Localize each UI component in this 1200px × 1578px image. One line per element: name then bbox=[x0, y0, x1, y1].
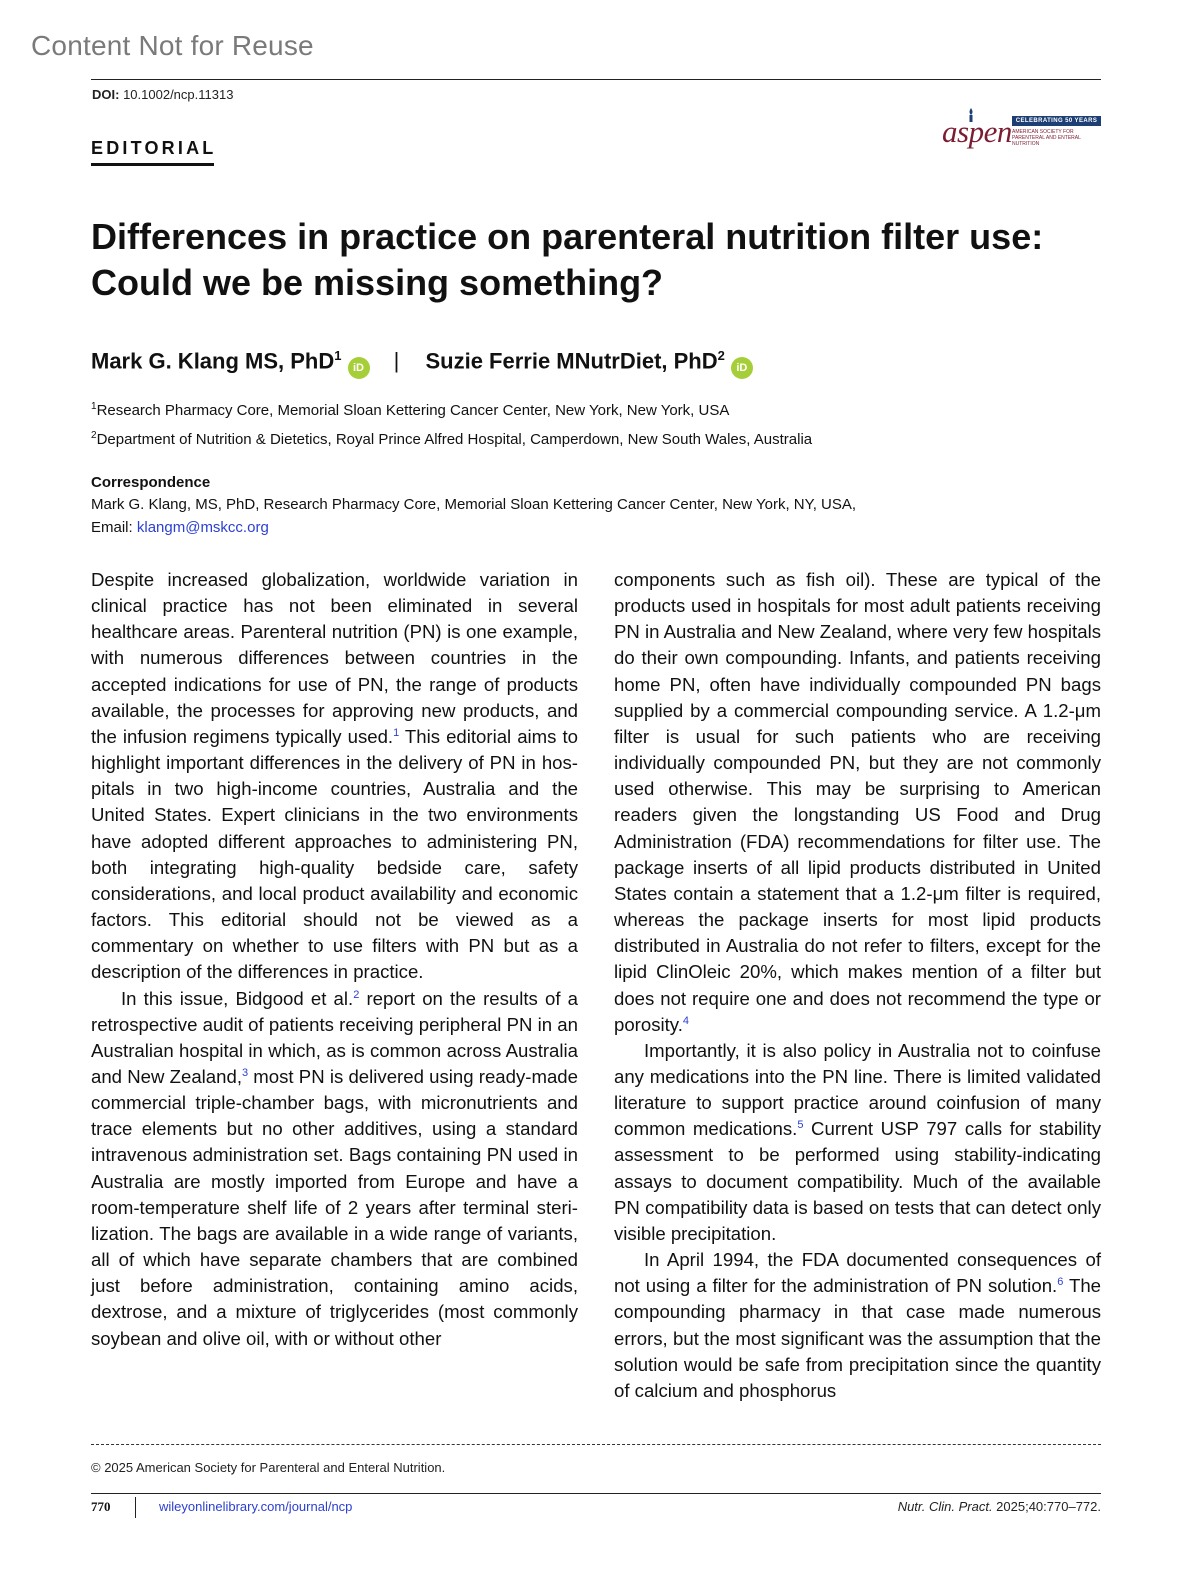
correspondence-email-line bbox=[91, 519, 269, 536]
section-underline bbox=[91, 163, 214, 166]
journal-url-link[interactable]: wileyonlinelibrary.com/journal/ncp bbox=[159, 1499, 353, 1514]
email-link[interactable]: klangm@mskcc.org bbox=[136, 519, 269, 536]
author-affiliation-ref: 1 bbox=[334, 348, 342, 363]
affiliation bbox=[91, 430, 812, 448]
body-paragraph: In April 1994, the FDA documented consequences of not using a filter for the administration of PN solution.$^6$ The compounding pharmacy in that case made numerous errors, but the most significant was the assumption that the solution would be safe from precipitation since the quantity of calcium and phosphorus bbox=[614, 1249, 1101, 1401]
watermark-text: Content Not for Reuse bbox=[31, 30, 314, 61]
orcid-icon[interactable]: iD bbox=[731, 357, 753, 379]
reference-link[interactable]: 3 bbox=[241, 1066, 249, 1079]
reference-link[interactable]: 6 bbox=[1057, 1276, 1064, 1289]
page-number: 770 bbox=[91, 1499, 111, 1514]
author-name: Mark G. Klang MS, PhD bbox=[91, 348, 335, 374]
author-name: Suzie Ferrie MNutrDiet, PhD bbox=[425, 348, 718, 374]
aspen-logo bbox=[940, 108, 1102, 154]
citation-journal: Nutr. Clin. Pract. bbox=[897, 1499, 993, 1514]
reference-link[interactable]: 4 bbox=[682, 1014, 690, 1027]
doi-label: DOI: bbox=[92, 87, 120, 102]
affiliation-text: Department of Nutrition & Dietetics, Royal Prince Alfred Hospital, Camperdown, New South Wales, Australia bbox=[96, 431, 813, 448]
body-paragraph: Despite increased globalization, worldwide variation in clinical practice has not been eliminated in several healthcare areas. Parenteral nutrition (PN) is one example, with numerous differences between countries in the accepted indications for use of PN, the range of products available, the processes for approving new products, and the infusion regimens typically used.$^1$ This editorial aims to highlight important differences in the delivery of PN in hospitals in two high-income countries, Australia and the United States. Expert clinicians in the two environments have adopted different approaches to administering PN, both integrating high-quality bedside care, safety considerations, and local product availability and economic factors. This editorial should not be viewed as a commentary on whether to use filters with PN but as a description of the differences in practice. bbox=[91, 569, 578, 983]
reference-link[interactable]: 5 bbox=[797, 1119, 804, 1132]
body-column-left bbox=[91, 567, 578, 1352]
footer-rule bbox=[91, 1493, 1101, 1494]
logo-wordmark: aspen bbox=[942, 114, 1012, 149]
citation-details: 2025;40:770–772. bbox=[992, 1499, 1101, 1514]
body-paragraph: In this issue, Bidgood et al.$^2$ report on the results of a retrospective audit of patients receiving peripheral PN in an Australian hospital in which, as is common across Australia and New Zealand,$^3$ most PN is delivered using ready-made commercial triple-chamber bags, with micronutrients and trace elements but no other additives, using a standard intravenous administration set. Bags containing PN used in Australia are mostly imported from Europe and have a room-temperature shelf life of 2 years after terminal sterilization. The bags are available in a wide range of variants, all of which have separate chambers that are combined just before administration, containing amino acids, dextrose, and a mixture of triglycerides (most commonly soybean and olive oil, with or without other bbox=[91, 987, 578, 1349]
doi-line bbox=[92, 87, 233, 102]
logo-subtitle: AMERICAN SOCIETY FOR PARENTERAL AND ENTERAL NUTRITION bbox=[1012, 129, 1081, 147]
affiliation bbox=[91, 401, 729, 419]
correspondence-text: Mark G. Klang, MS, PhD, Research Pharmacy Core, Memorial Sloan Kettering Cancer Center, New York, NY, USA, bbox=[91, 496, 857, 513]
reference-link[interactable]: 1 bbox=[393, 726, 400, 739]
affiliation-number: 2 bbox=[91, 430, 97, 441]
reference-link[interactable]: 2 bbox=[353, 988, 360, 1001]
author-line bbox=[91, 348, 753, 379]
copyright-notice: © 2025 American Society for Parenteral and Enteral Nutrition. bbox=[91, 1460, 446, 1475]
email-label: Email: bbox=[91, 519, 133, 536]
citation bbox=[898, 1499, 1101, 1514]
logo-banner: CELEBRATING 50 YEARS bbox=[1012, 116, 1101, 126]
affiliation-number: 1 bbox=[91, 401, 97, 412]
orcid-icon[interactable]: iD bbox=[348, 357, 370, 379]
header-rule bbox=[91, 79, 1101, 80]
author-affiliation-ref: 2 bbox=[717, 348, 725, 363]
doi-value: 10.1002/ncp.11313 bbox=[123, 87, 234, 102]
body-column-right bbox=[614, 567, 1101, 1404]
footnote-divider bbox=[91, 1444, 1101, 1445]
article-title: Differences in practice on parenteral nutrition filter use: Could we be missing something? bbox=[91, 216, 1044, 303]
author-separator: | bbox=[393, 348, 400, 374]
section-label: EDITORIAL bbox=[91, 138, 217, 158]
affiliation-text: Research Pharmacy Core, Memorial Sloan Kettering Cancer Center, New York, New York, USA bbox=[96, 402, 730, 419]
body-paragraph: components such as fish oil). These are typical of the products used in hospitals for most adult patients receiving PN in Australia and New Zealand, where very few hospitals do their own compounding. Infants, and patients receiving home PN, often have individually compounded PN bags supplied by a commercial compounding service. A 1.2-μm filter is usual for such patients who are receiving individually compounded PN, but they are not commonly used otherwise. This may be surprising to American readers given the longstanding US Food and Drug Administration (FDA) recommendations for filter use. The package inserts of all lipid products distributed in United States contain a statement that a 1.2-μm filter is required, whereas the package inserts for most lipid products distributed in Australia do not refer to filters, except for the lipid ClinOleic 20%, which makes mention of a filter but does not require one and does not recommend the type or porosity.$^4$ bbox=[614, 569, 1101, 1035]
body-paragraph: Importantly, it is also policy in Australia not to coinfuse any medications into the PN line. There is limited validated literature to support practice around coinfusion of many common medications.$^5$ Current USP 797 calls for stability assessment to be performed using stability-indicating assays to document compatibility. Much of the available PN compatibility data is based on tests that can detect only visible precipitation. bbox=[614, 1039, 1101, 1244]
footer-separator bbox=[135, 1497, 136, 1518]
correspondence-heading: Correspondence bbox=[91, 474, 211, 491]
